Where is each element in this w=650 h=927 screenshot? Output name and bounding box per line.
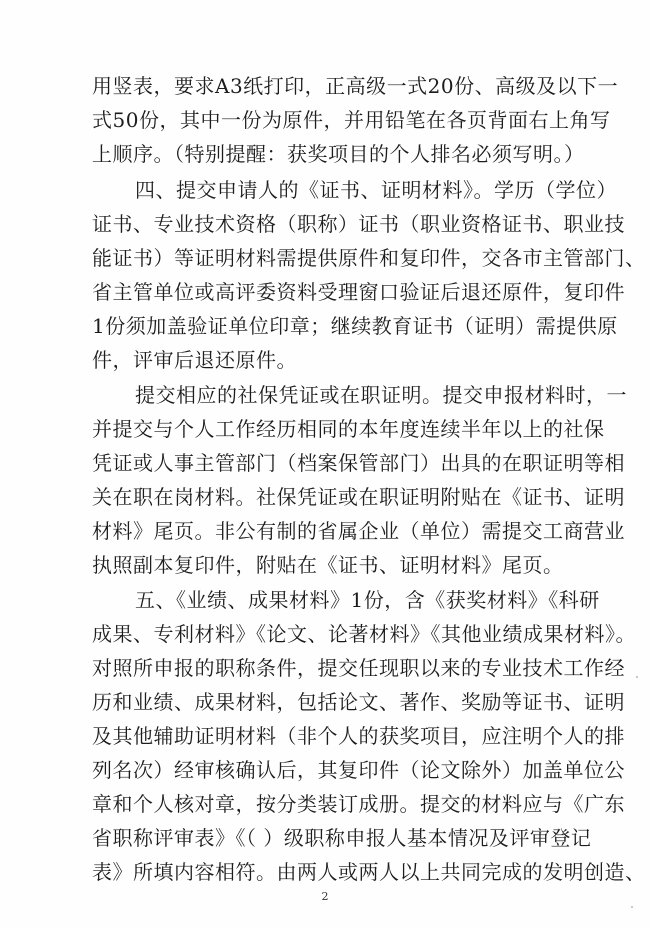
text-line: 历和业绩、成果材料，包括论文、著作、奖励等证书、证明 — [92, 690, 625, 714]
text-line: 执照副本复印件，附贴在《证书、证明材料》尾页。 — [92, 553, 564, 577]
text-line: 列名次）经审核确认后，其复印件（论文除外）加盖单位公 — [92, 758, 625, 782]
text-line-section-5: 五、《业绩、成果材料》1份，含《获奖材料》《科研 — [135, 588, 600, 612]
text-line: 件，评审后退还原件。 — [92, 348, 297, 372]
text-line: 能证书）等证明材料需提供原件和复印件，交各市主管部门、 — [92, 246, 646, 270]
text-line: 材料》尾页。非公有制的省属企业（单位）需提交工商营业 — [92, 519, 625, 543]
text-line-paragraph-start: 提交相应的社保凭证或在职证明。提交申报材料时，一 — [135, 383, 627, 407]
text-line: 省职称评审表》《（ ）级职称申报人基本情况及评审登记 — [92, 826, 592, 850]
text-line: 上顺序。（特别提醒：获奖项目的个人排名必须写明。） — [92, 142, 585, 166]
scan-speck — [631, 906, 633, 908]
text-line: 及其他辅助证明材料（非个人的获奖项目，应注明个人的排 — [92, 724, 625, 748]
text-line: 表》所填内容相符。由两人或两人以上共同完成的发明创造、 — [92, 860, 646, 884]
text-line: 证书、专业技术资格（职称）证书（职业资格证书、职业技 — [92, 212, 625, 236]
text-line: 用竖表，要求A3纸打印，正高级一式20份、高级及以下一 — [92, 74, 619, 98]
text-line: 式50份，其中一份为原件，并用铅笔在各页背面右上角写 — [92, 108, 611, 132]
text-line: 成果、专利材料》《论文、论著材料》《其他业绩成果材料》。 — [92, 622, 636, 646]
text-line: 关在职在岗材料。社保凭证或在职证明附贴在《证书、证明 — [92, 485, 625, 509]
text-line: 对照所申报的职称条件，提交任现职以来的专业技术工作经 — [92, 656, 625, 680]
scan-speck — [636, 676, 638, 678]
page-number: 2 — [321, 890, 329, 903]
text-line: 章和个人核对章，按分类装订成册。提交的材料应与《广东 — [92, 792, 625, 816]
text-line: 凭证或人事主管部门（档案保管部门）出具的在职证明等相 — [92, 451, 625, 475]
text-line: 并提交与个人工作经历相同的本年度连续半年以上的社保 — [92, 417, 605, 441]
text-line: 1份须加盖验证单位印章；继续教育证书（证明）需提供原 — [92, 314, 618, 338]
text-line: 省主管单位或高评委资料受理窗口验证后退还原件，复印件 — [92, 280, 625, 304]
text-line-section-4: 四、提交申请人的《证书、证明材料》。学历（学位） — [135, 178, 617, 202]
